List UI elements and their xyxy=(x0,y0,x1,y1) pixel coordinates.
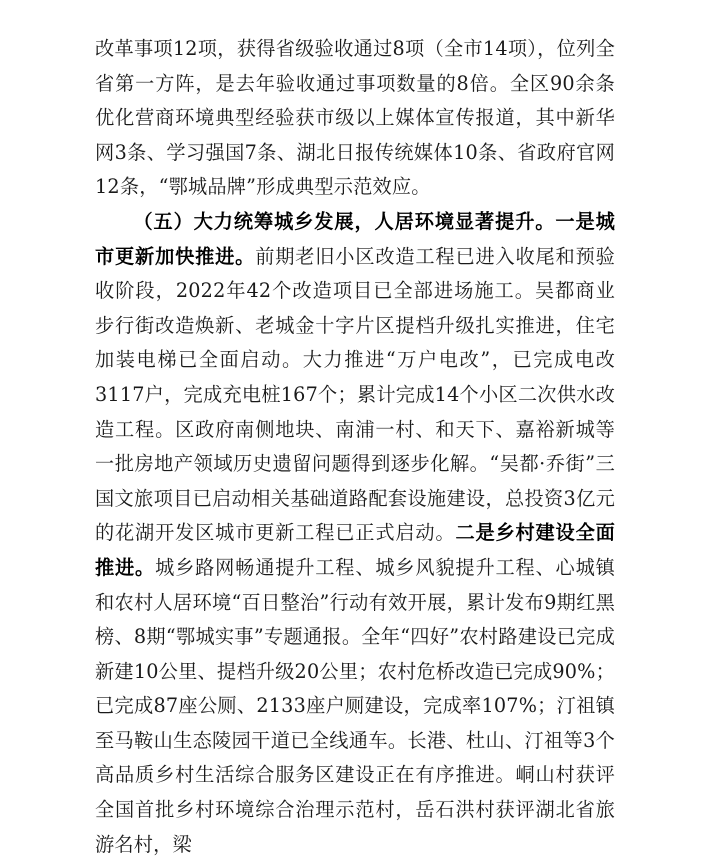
paragraph-1: 改革事项12项，获得省级验收通过8项（全市14项），位列全省第一方阵，是去年验收通过事项数量的8倍。全区90余条优化营商环境典型经验获市级以上媒体宣传报道，其中新华网3条、学习强国7条、湖北日报传统媒体10条、省政府官网12条，“鄂城品牌”形成典型示范效应。 xyxy=(95,37,615,199)
section-heading: （五）大力统筹城乡发展，人居环境显著提升。 xyxy=(133,209,556,233)
paragraph-2 xyxy=(95,205,615,862)
rural-construction-text: 城乡路网畅通提升工程、城乡风貌提升工程、心城镇和农村人居环境“百日整治”行动有效开展，累计发布9期红黑榜、8期“鄂城实事”专题通报。全年“四好”农村路建设已完成新建10公里、提档升级20公里；农村危桥改造已完成90%；已完成87座公厕、2133座户厕建设，完成率107%；汀祖镇至马鞍山生态陵园干道已全线通车。长港、杜山、汀祖等3个高品质乡村生活综合服务区建设正在有序推进。峒山村获评全国首批乡村环境综合治理示范村，岳石洪村获评湖北省旅游名村，梁 xyxy=(95,555,615,856)
document-body xyxy=(95,32,615,862)
subsection-lead-rural: 二是乡村建设全面推进。 xyxy=(95,521,615,579)
urban-renewal-text: 前期老旧小区改造工程已进入收尾和预验收阶段，2022年42个改造项目已全部进场施工。吴都商业步行街改造焕新、老城金十字片区提档升级扎实推进，住宅加装电梯已全面启动。大力推进“万户电改”，已完成电改3117户，完成充电桩167个；累计完成14个小区二次供水改造工程。区政府南侧地块、南浦一村、和天下、嘉裕新城等一批房地产领域历史遗留问题得到逐步化解。“吴都·乔街”三国文旅项目已启动相关基础道路配套设施建设，总投资3亿元的花湖开发区城市更新工程已正式启动。 xyxy=(95,244,615,545)
subsection-lead-urban: 一是城市更新加快推进。 xyxy=(95,209,616,268)
